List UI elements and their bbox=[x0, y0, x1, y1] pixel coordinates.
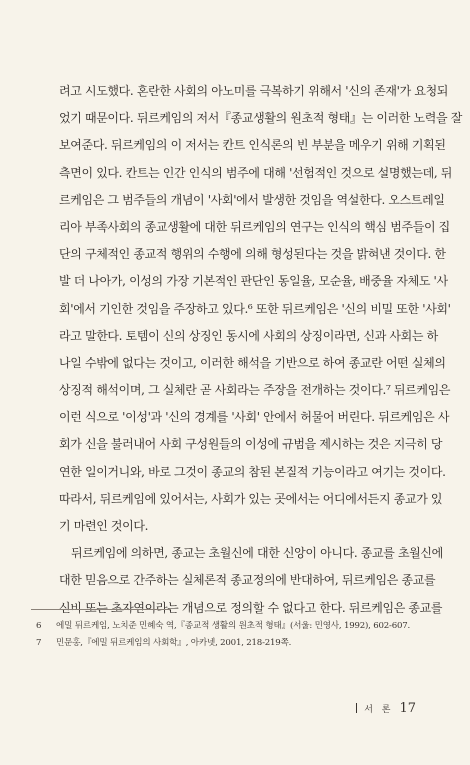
footnote-number: 7 bbox=[36, 638, 42, 648]
footnote-text: 에밀 뒤르케임, 노치준 민혜숙 역,『종교적 생활의 원초적 형태』(서울: 민영사, 1992), 602-607. bbox=[56, 621, 411, 631]
text-line: 발 더 나아가, 이성의 가장 기본적인 판단인 동일율, 모순율, 배중율 자체도 '사 bbox=[59, 274, 448, 289]
footnote-number: 6 bbox=[36, 621, 42, 631]
text-line: 르케임은 그 범주들의 개념이 '사회'에서 발생한 것임을 역설한다. 오스트레일 bbox=[59, 192, 445, 207]
text-line: 려고 시도했다. 혼란한 사회의 아노미를 극복하기 위해서 '신의 존재'가 요청되 bbox=[59, 84, 449, 98]
text-line: 따라서, 뒤르케임에 있어서는, 사회가 있는 곳에서는 어디에서든지 종교가 있 bbox=[59, 491, 443, 506]
text-line: 대한 믿음으로 간주하는 실체론적 종교정의에 반대하여, 뒤르케임은 종교를 bbox=[59, 573, 436, 588]
text-line: 나일 수밖에 없다는 것이고, 이러한 해석을 기반으로 하여 종교란 어떤 실체의 bbox=[59, 355, 446, 370]
footnote bbox=[36, 618, 436, 635]
text-line: 리아 부족사회의 종교생활에 대한 뒤르케임의 연구는 인식의 핵심 범주들이 집 bbox=[59, 219, 450, 234]
page-footer bbox=[356, 697, 416, 716]
text-line: 단의 구체적인 종교적 행위의 수행에 의해 형성된다는 것을 밝혀낸 것이다. 한 bbox=[59, 247, 446, 262]
text-line: 측면이 있다. 칸트는 인간 인식의 범주에 대해 '선험적인 것으로 설명했는데, 뒤 bbox=[59, 165, 453, 180]
text-line: 연한 일이거니와, 바로 그것이 종교의 참된 본질적 기능이라고 여기는 것이다. bbox=[59, 464, 446, 479]
paragraph-first-line: 뒤르케임에 의하면, 종교는 초월신에 대한 신앙이 아니다. 종교를 초월신에 bbox=[71, 546, 443, 561]
text-line: 회가 신을 불러내어 사회 구성원들의 이성에 규범을 제시하는 것은 지극히 당 bbox=[59, 437, 443, 452]
body-text bbox=[59, 78, 462, 622]
text-line: 기 마련인 것이다. bbox=[59, 519, 149, 533]
section-title: 서 론 bbox=[364, 705, 394, 715]
footnotes bbox=[36, 618, 436, 652]
footnote-text: 민문홍,『에밀 뒤르케임의 사회학』, 아카넷, 2001, 218-219쪽. bbox=[56, 638, 292, 648]
text-line: 이런 식으로 '이성'과 '신의 경계를 '사회' 안에서 허물어 버린다. 뒤르케임은 사 bbox=[59, 410, 450, 425]
text-line: 신비 또는 초자연이라는 개념으로 정의할 수 없다고 한다. 뒤르케임은 종교를 bbox=[59, 600, 443, 615]
text-line: 보여준다. 뒤르케임의 이 저서는 칸트 인식론의 빈 부분을 메우기 위해 기획된 bbox=[59, 138, 446, 153]
footnote-divider bbox=[31, 609, 171, 610]
footnote bbox=[36, 635, 436, 652]
text-line: 회'에서 기인한 것임을 주장하고 있다.⁶ 또한 뒤르케임은 '신의 비밀 또한 '사회' bbox=[59, 301, 451, 316]
text-line: 상징적 해석이며, 그 실체란 곧 사회라는 주장을 전개하는 것이다.⁷ 뒤르케임은 bbox=[59, 383, 451, 398]
text-line: 었기 때문이다. 뒤르케임의 저서『종교생활의 원초적 형태』는 이러한 노력을 잘 bbox=[59, 111, 462, 126]
page-number: 17 bbox=[399, 701, 416, 716]
text-line: 라고 말한다. 토템이 신의 상징인 동시에 사회의 상징이라면, 신과 사회는 하 bbox=[59, 328, 438, 343]
folio-divider bbox=[356, 703, 357, 713]
